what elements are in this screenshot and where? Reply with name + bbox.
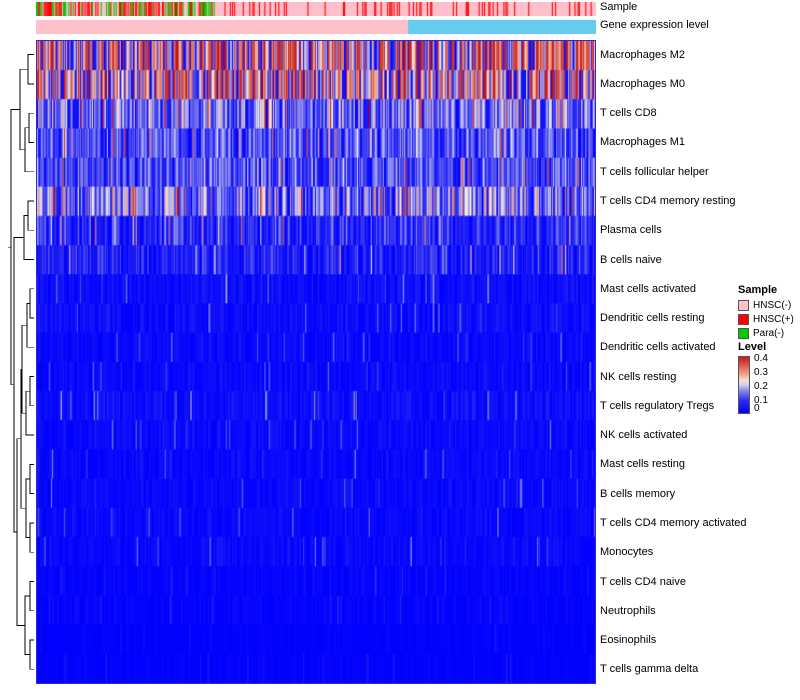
legend-swatch-hnsc-pos [738,314,749,325]
legend-item [738,327,798,340]
row-label: T cells CD4 naive [600,575,686,588]
row-label: B cells memory [600,487,676,500]
sample-legend-title: Sample [738,284,778,296]
sample-annotation-canvas [36,2,596,16]
level-tick: 0.2 [754,381,768,392]
row-label: Dendritic cells resting [600,312,705,325]
row-label: T cells gamma delta [600,663,699,676]
row-label: T cells CD8 [600,107,657,120]
heatmap-canvas [37,41,595,683]
level-legend [738,341,798,416]
row-label: Eosinophils [600,634,657,647]
gene-expression-annotation-canvas [36,20,596,34]
level-tick: 0.3 [754,367,768,378]
row-label: Plasma cells [600,224,662,237]
level-color-scale [738,353,794,416]
legend-label: HNSC(+) [753,314,794,325]
legend-label: Para(-) [753,328,785,339]
row-label: NK cells activated [600,429,688,442]
level-tick: 0.1 [754,395,768,406]
gene-expression-annotation-track [36,20,596,34]
row-label: NK cells resting [600,370,677,383]
row-label: Macrophages M2 [600,48,685,61]
legend-label: HNSC(-) [753,300,792,311]
heatmap-panel [36,40,596,684]
level-legend-title: Level [738,341,767,353]
row-label: Mast cells activated [600,282,696,295]
legend-item [738,299,798,312]
row-label: Macrophages M1 [600,136,685,149]
legend-swatch-hnsc-neg [738,300,749,311]
row-label: Mast cells resting [600,458,685,471]
legend-item [738,313,798,326]
row-label: T cells CD4 memory activated [600,517,747,529]
row-label: Macrophages M0 [600,77,685,90]
legend-swatch-para-neg [738,328,749,339]
level-gradient-bar [738,356,750,414]
sample-annotation-track [36,2,596,16]
row-label: T cells regulatory Tregs [600,399,715,412]
level-tick: 0 [754,403,760,414]
row-label: B cells naive [600,253,662,266]
row-label: T cells follicular helper [600,165,709,178]
sample-annotation-label: Sample [600,1,638,13]
row-label: Monocytes [600,546,654,559]
level-tick: 0.4 [754,353,768,364]
sample-legend [738,284,798,341]
row-label: T cells CD4 memory resting [600,195,736,207]
gene-expression-annotation-label: Gene expression level [600,19,709,31]
row-label: Dendritic cells activated [600,341,716,354]
row-label: Neutrophils [600,604,656,617]
row-dendrogram [8,40,36,684]
